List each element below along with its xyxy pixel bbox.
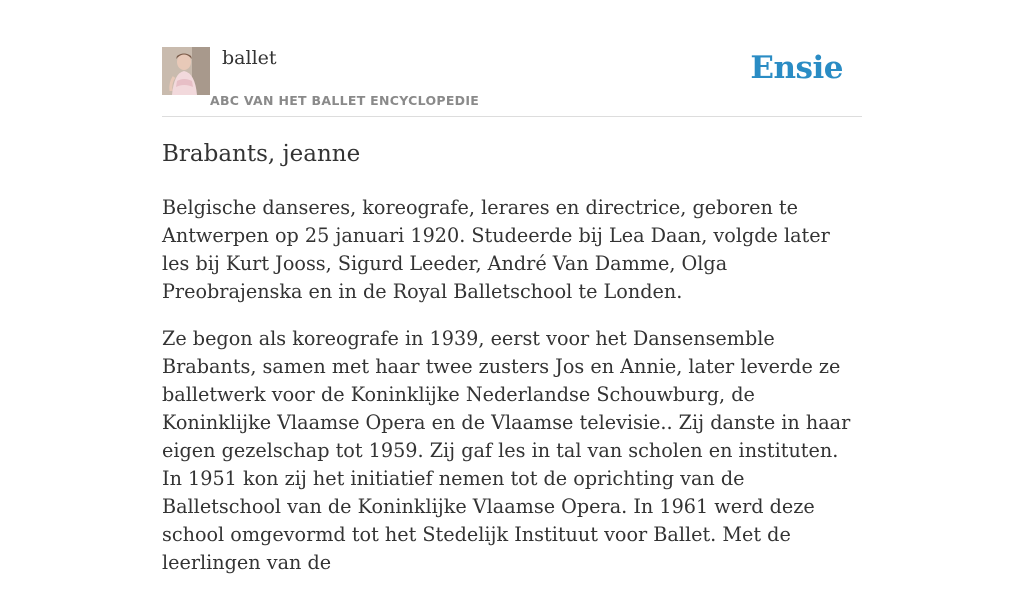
brand-logo[interactable]: Ensie xyxy=(750,50,843,86)
article xyxy=(162,138,862,596)
article-title: Brabants, jeanne xyxy=(162,141,361,167)
article-paragraph: Ze begon als koreografe in 1939, eerst voor het Dansensemble Brabants, samen met haar twee zusters Jos en Annie, later leverde ze balletwerk voor de Koninklijke Nederlandse Schouwburg, de Koninklijke Vlaamse Opera en de Vlaamse televisie.. Zij danste in haar eigen gezelschap tot 1959. Zij gaf les in tal van scholen en instituten. In 1951 kon zij het initiatief nemen tot de oprichting van de Balletschool van de Koninklijke Vlaamse Opera. In 1961 werd deze school omgevormd tot het Stedelijk Instituut voor Ballet. Met de leerlingen van de xyxy=(162,327,851,574)
article-paragraph: Belgische danseres, koreografe, lerares en directrice, geboren te Antwerpen op 25 januari 1920. Studeerde bij Lea Daan, volgde later les bij Kurt Jooss, Sigurd Leeder, André Van Damme, Olga Preobrajenska en in de Royal Balletschool te Londen. xyxy=(162,196,830,303)
site-header xyxy=(162,46,862,117)
site-name[interactable]: ballet xyxy=(222,47,277,69)
avatar[interactable] xyxy=(162,47,210,95)
ballet-dancer-icon xyxy=(162,47,210,95)
site-subtitle[interactable]: ABC VAN HET BALLET ENCYCLOPEDIE xyxy=(210,93,480,108)
